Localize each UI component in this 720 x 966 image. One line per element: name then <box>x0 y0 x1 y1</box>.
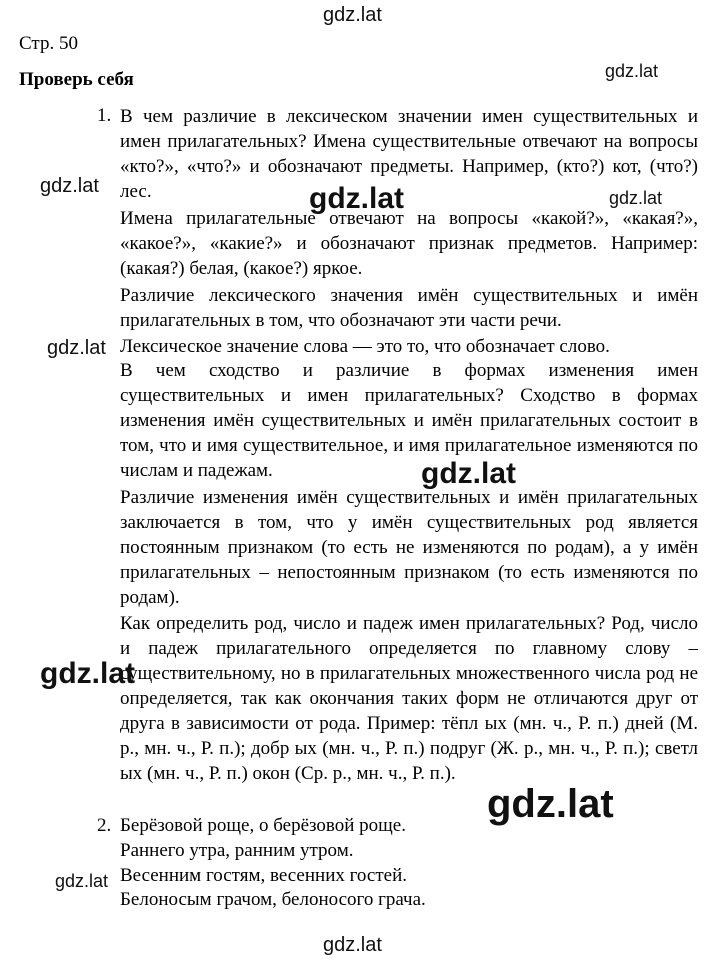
paragraph: В чем различие в лексическом значении имен существительных и имен прилагательных? Имена существительные отвечают на вопросы «кто?», «что?» и обозначают предметы. Например, (кто?) кот, (что?) лес. <box>120 106 698 202</box>
watermark: gdz.lat <box>609 188 663 208</box>
paragraph: Лексическое значение слова — это то, что обозначает слово. <box>120 336 610 357</box>
watermark: gdz.lat <box>323 4 382 26</box>
answer-line: Весенним гостям, весенних гостей. <box>120 865 407 886</box>
answer-line: Раннего утра, ранним утром. <box>120 840 354 861</box>
section-title: Проверь себя <box>19 69 134 90</box>
paragraph: В чем сходство и различие в формах изменения имен существительных и имен прилагательных? Сходство в формах изменения имён существительных и имён прилагательных состоит в том, что и имя существительное, и имя прилагательное изменяются по числам и падежам. <box>120 360 698 481</box>
item-number-1: 1. <box>97 105 112 126</box>
answer-line: Белоносым грачом, белоносого грача. <box>120 889 426 910</box>
paragraph: Различие лексического значения имён существительных и имён прилагательных в том, что обозначают эти части речи. <box>120 285 698 331</box>
watermark: gdz.lat <box>40 657 135 690</box>
watermark: gdz.lat <box>309 182 404 215</box>
watermark: gdz.lat <box>421 457 516 490</box>
watermark: gdz.lat <box>605 61 659 81</box>
page-number: Стр. 50 <box>19 33 78 54</box>
paragraph: Различие изменения имён существительных и имён прилагательных заключается в том, что у имён существительных род является постоянным признаком (то есть не изменяются по родам), а у имён прилагательных – непостоянным признаком (то есть изменяются по родам). <box>120 487 698 608</box>
paragraph: Как определить род, число и падеж имен прилагательных? Род, число и падеж прилагательного определяется по главному слову – существительному, но в прилагательных множественного числа род не определяется, так как окончания таких форм не отличаются друг от друга в зависимости от рода. Пример: тёпл ых (мн. ч., Р. п.) дней (М. р., мн. ч., Р. п.); добр ых (мн. ч., Р. п.) подруг (Ж. р., мн. ч., Р. п.); светл ых (мн. ч., Р. п.) окон (Ср. р., мн. ч., Р. п.). <box>120 613 698 784</box>
item-number-2: 2. <box>97 815 112 836</box>
watermark: gdz.lat <box>40 175 99 197</box>
watermark: gdz.lat <box>55 871 109 891</box>
watermark: gdz.lat <box>47 337 106 359</box>
watermark: gdz.lat <box>487 782 614 826</box>
answer-line: Берёзовой роще, о берёзовой роще. <box>120 815 406 836</box>
watermark: gdz.lat <box>323 934 382 956</box>
paragraph: Имена прилагательные отвечают на вопросы «какой?», «какая?», «какое?», «какие?» и обозначают признак предметов. Например: (какая?) белая, (какое?) яркое. <box>120 208 698 279</box>
